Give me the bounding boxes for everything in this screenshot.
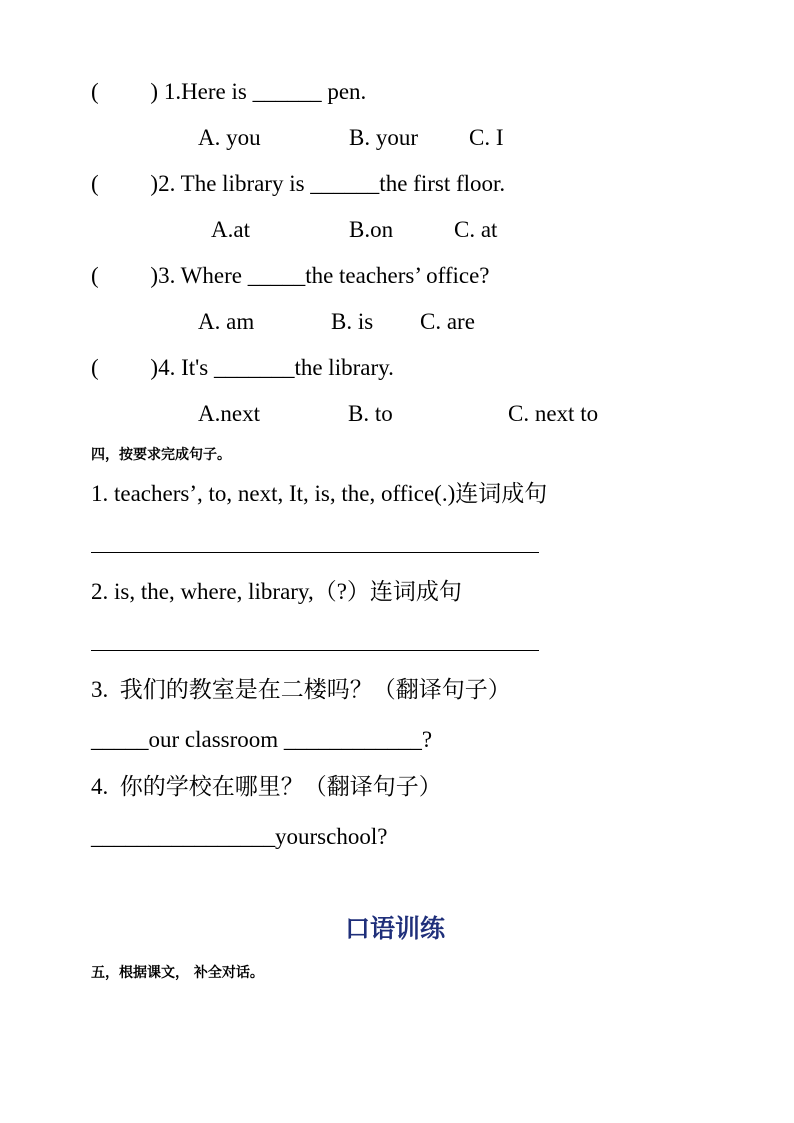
q1-option-a: A. you [198,125,261,150]
section-4-item-4: 4. 你的学校在哪里？（翻译句子） [91,774,442,799]
q2-option-b: B.on [349,217,394,242]
q3-option-a: A. am [198,309,255,334]
q1-option-c: C. I [469,125,504,150]
q3-option-b: B. is [331,309,374,334]
question-3: ( )3. Where _____the teachers’ office? [91,263,490,288]
section-4-item-1: 1. teachers’, to, next, It, is, the, office(.)连词成句 [91,481,548,506]
answer-line-2 [91,650,539,651]
question-2: ( )2. The library is ______the first floor. [91,171,506,196]
q2-option-a: A.at [211,217,250,242]
oral-training-heading: 口语训练 [345,914,446,943]
q4-option-b: B. to [348,401,393,426]
section-4-title: 四，按要求完成句子。 [91,447,231,463]
section-4-item-4-answer: ________________yourschool? [91,824,388,849]
section-4-item-2: 2. is, the, where, library,（?）连词成句 [91,579,462,604]
q3-option-c: C. are [420,309,475,334]
q4-option-a: A.next [198,401,260,426]
q4-option-c: C. next to [508,401,599,426]
q1-option-b: B. your [349,125,418,150]
section-4-item-3-answer: _____our classroom ____________? [91,727,433,752]
q2-option-c: C. at [454,217,498,242]
section-4-item-3: 3. 我们的教室是在二楼吗？（翻译句子） [91,677,511,702]
answer-line-1 [91,552,539,553]
question-4: ( )4. It's _______the library. [91,355,394,380]
question-1: ( ) 1.Here is ______ pen. [91,79,367,104]
section-5-title: 五，根据课文， 补全对话。 [91,965,264,981]
